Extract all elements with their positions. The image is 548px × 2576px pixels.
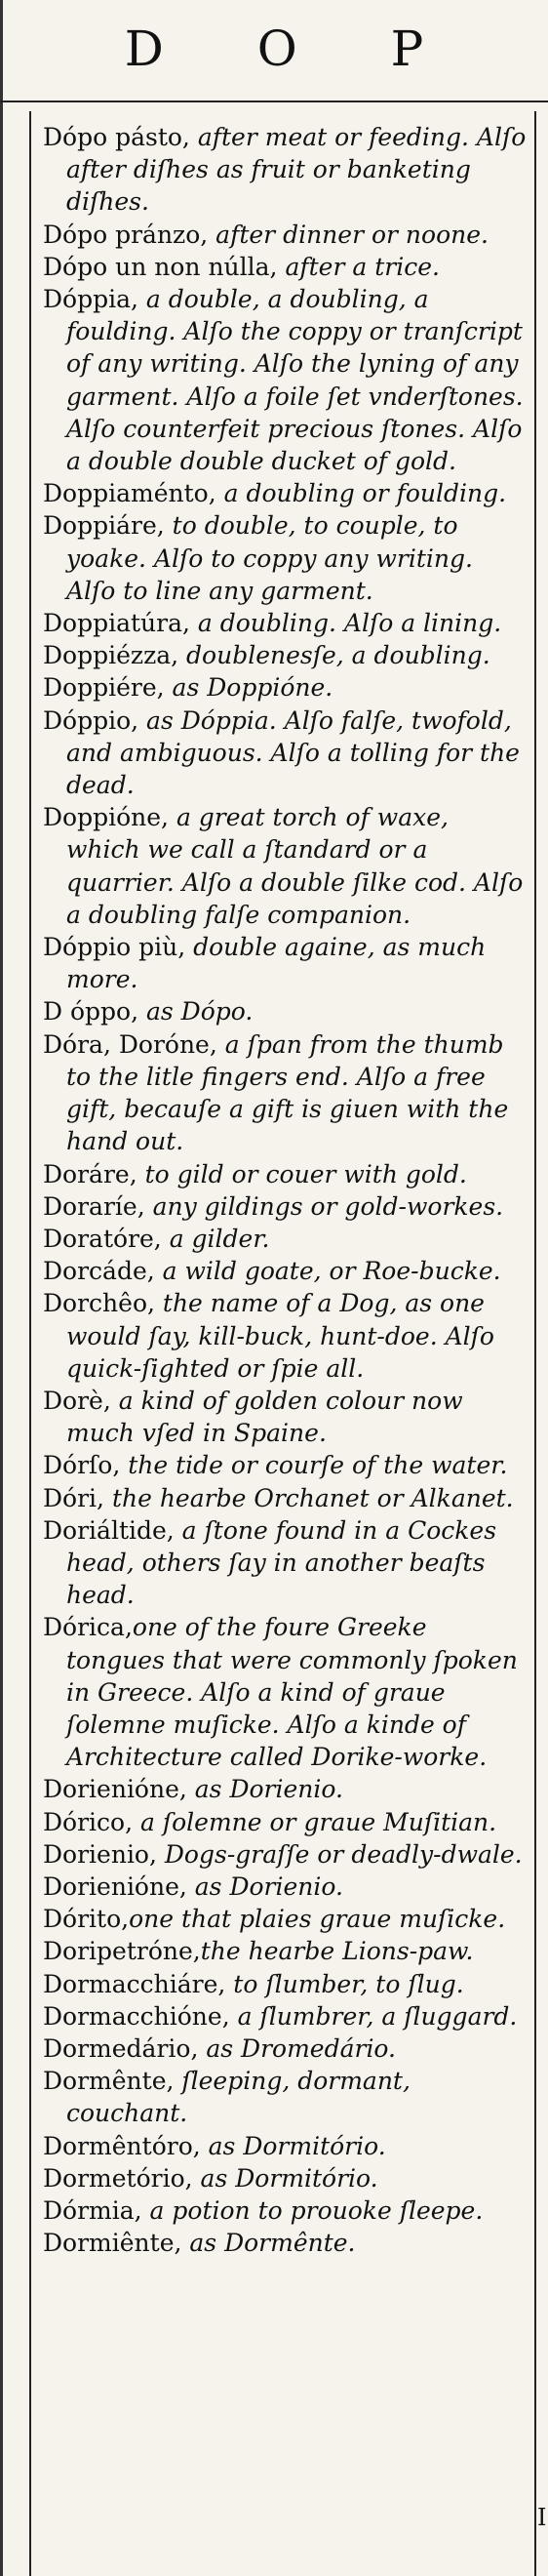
entry-definition: a ſlumbrer, a ſluggard. — [229, 2001, 518, 2031]
entry-headword: Doraríe, — [43, 1191, 145, 1221]
adjacent-column-fragment: I — [537, 2504, 547, 2531]
entry-headword: Dorienióne, — [43, 1872, 187, 1901]
entry-definition: one that plaies graue muſicke. — [129, 1905, 506, 1934]
entry-headword: Dóppio, — [43, 705, 139, 735]
dictionary-entry — [43, 1968, 527, 2000]
entry-definition: as Dormênte. — [181, 2229, 356, 2258]
column-left-rule — [29, 111, 31, 2576]
entry-definition: a great torch of waxe, which we call a ſtandard or a quarrier. Alſo a double ſilke cod. Alſo a doubling falſe companion. — [66, 803, 524, 929]
entry-definition: a gilder. — [161, 1224, 270, 1253]
entry-definition: to ſlumber, to ſlug. — [225, 1969, 464, 1998]
entry-headword: Dorienio, — [43, 1839, 157, 1869]
entry-headword: Dópo un non núlla, — [43, 252, 278, 281]
dictionary-entry — [43, 1871, 527, 1903]
entry-definition: to gild or couer with gold. — [137, 1159, 467, 1188]
dictionary-entry — [43, 931, 527, 995]
entry-definition: ſleeping, dormant, couchant. — [66, 2067, 411, 2128]
entry-headword: Doripetróne, — [43, 1937, 201, 1966]
entry-headword: Doppióne, — [43, 803, 169, 832]
entry-headword: Doriáltide, — [43, 1515, 175, 1545]
entry-definition: as Dormitório. — [200, 2131, 386, 2160]
entry-headword: Doráre, — [43, 1159, 137, 1188]
dictionary-entry — [43, 2194, 527, 2227]
dictionary-entry — [43, 2000, 527, 2033]
entry-definition: a ſpan from the thumb to the litle fingers end. Alſo a free gift, becauſe a gift is giuen with the hand out. — [66, 1029, 509, 1156]
entry-definition: one of the foure Greeke tongues that were commonly ſpoken in Greece. Alſo a kind of graue ſolemne muſicke. Alſo a kinde of Architecture called Dorike-worke. — [66, 1613, 518, 1772]
entry-definition: any gildings or gold-workes. — [144, 1191, 504, 1221]
entry-headword: Doratóre, — [43, 1224, 162, 1253]
entry-headword: Dórmia, — [43, 2196, 142, 2225]
entry-headword: Dórico, — [43, 1807, 134, 1836]
entry-headword: Dormacchióne, — [43, 2001, 230, 2031]
entry-definition: a doubling or foulding. — [215, 479, 507, 508]
dictionary-entry — [43, 477, 527, 509]
page-header — [0, 0, 548, 113]
entry-headword: Dorcáde, — [43, 1257, 155, 1286]
dictionary-entry — [43, 2227, 527, 2259]
dictionary-entry-list — [43, 121, 527, 2259]
entry-headword: Dópo pásto, — [43, 123, 190, 151]
dictionary-entry — [43, 1385, 527, 1449]
dictionary-entry — [43, 1028, 527, 1158]
dictionary-entry — [43, 704, 527, 802]
entry-headword: Dormiênte, — [43, 2229, 182, 2258]
entry-definition: a potion to prouoke ſleepe. — [141, 2196, 484, 2225]
entry-definition: Dogs-graſſe or deadly-dwale. — [156, 1839, 523, 1869]
dictionary-entry — [43, 1449, 527, 1481]
entry-headword: D óppo, — [43, 997, 139, 1026]
entry-headword: Dóppia, — [43, 285, 138, 314]
entry-definition: a kind of golden colour now much vſed in Spaine. — [66, 1386, 463, 1448]
dictionary-entry — [43, 1158, 527, 1190]
entry-headword: Dóra, Doróne, — [43, 1029, 217, 1059]
entry-definition: after meat or feeding. Alſo after diſhes as fruit or banketing diſhes. — [66, 123, 527, 217]
entry-definition: to double, to couple, to yoake. Alſo to coppy any writing. Alſo to line any garment. — [66, 511, 473, 605]
dictionary-entry — [43, 1287, 527, 1385]
entry-definition: a doubling. Alſo a lining. — [189, 609, 502, 638]
dictionary-entry — [43, 671, 527, 704]
entry-definition: as Dromedário. — [198, 2033, 396, 2063]
entry-headword: Dorè, — [43, 1386, 111, 1415]
entry-headword: Dormedário, — [43, 2033, 199, 2063]
entry-definition: doublenesſe, a doubling. — [178, 641, 490, 670]
dictionary-entry — [43, 607, 527, 639]
dictionary-entry — [43, 1773, 527, 1805]
entry-definition: a wild goate, or Roe-bucke. — [154, 1257, 501, 1286]
entry-definition: the hearbe Orchanet or Alkanet. — [104, 1483, 514, 1512]
dictionary-entry — [43, 283, 527, 477]
entry-headword: Doppiére, — [43, 673, 165, 703]
entry-definition: the hearbe Lions-paw. — [200, 1937, 474, 1966]
entry-definition: as Doppióne. — [164, 673, 333, 703]
entry-headword: Doppiatúra, — [43, 609, 190, 638]
entry-definition: as Dópo. — [138, 997, 254, 1026]
entry-headword: Dormêntóro, — [43, 2131, 201, 2160]
entry-headword: Dormacchiáre, — [43, 1969, 226, 1998]
dictionary-entry — [43, 2033, 527, 2065]
entry-headword: Dópo pránzo, — [43, 220, 209, 249]
dictionary-entry — [43, 639, 527, 671]
entry-definition: a ſolemne or graue Muſitian. — [133, 1807, 497, 1836]
entry-definition: as Dormitório. — [192, 2163, 378, 2193]
column-right-rule — [534, 111, 536, 2576]
entry-headword: Dóri, — [43, 1483, 104, 1512]
dictionary-entry — [43, 1838, 527, 1871]
dictionary-entry — [43, 121, 527, 219]
dictionary-entry — [43, 509, 527, 607]
entry-headword: Doppiézza, — [43, 641, 179, 670]
dictionary-entry — [43, 1935, 527, 1967]
entry-headword: Dóppio più, — [43, 933, 186, 962]
dictionary-entry — [43, 1482, 527, 1514]
entry-definition: a ſtone found in a Cockes head, others ſay in another beaſts head. — [66, 1515, 497, 1610]
entry-headword: Doppiáre, — [43, 511, 165, 541]
entry-headword: Dórito, — [43, 1905, 130, 1934]
entry-definition: after a trice. — [277, 252, 440, 281]
entry-headword: Dormetório, — [43, 2163, 193, 2193]
entry-definition: a double, a doubling, a foulding. Alſo the coppy or tranſcript of any writing. Alſo the lyning of any garment. Alſo a foile ſet vnderſtones. Alſo counterfeit precious ſtones. Alſo a double double ducket of gold. — [66, 285, 524, 476]
entry-definition: double againe, as much more. — [66, 933, 487, 994]
dictionary-entry — [43, 1611, 527, 1773]
dictionary-entry — [43, 2162, 527, 2194]
page-left-edge — [0, 0, 3, 2576]
entry-headword: Dorchêo, — [43, 1289, 155, 1318]
entry-definition: the name of a Dog, as one would ſay, kill-buck, hunt-doe. Alſo quick-ſighted or ſpie all. — [66, 1289, 494, 1383]
dictionary-entry — [43, 2130, 527, 2162]
entry-headword: Dórica, — [43, 1613, 133, 1642]
dictionary-entry — [43, 1255, 527, 1287]
entry-definition: as Dorienio. — [186, 1872, 343, 1901]
entry-headword: Dórſo, — [43, 1451, 121, 1480]
dictionary-entry — [43, 1190, 527, 1223]
entry-headword: Doppiaménto, — [43, 479, 216, 508]
dictionary-entry — [43, 801, 527, 931]
dictionary-entry — [43, 995, 527, 1027]
running-head: D O P — [124, 20, 463, 77]
entry-definition: after dinner or noone. — [208, 220, 489, 249]
entry-headword: Dormênte, — [43, 2067, 175, 2096]
dictionary-entry — [43, 1514, 527, 1612]
entry-definition: as Dóppia. Alſo falſe, twofold, and ambiguous. Alſo a tolling for the dead. — [66, 705, 520, 800]
dictionary-entry — [43, 2065, 527, 2129]
entry-definition: the tide or courſe of the water. — [120, 1451, 508, 1480]
dictionary-entry — [43, 251, 527, 283]
entry-headword: Dorienióne, — [43, 1775, 187, 1804]
entry-definition: as Dorienio. — [186, 1775, 343, 1804]
dictionary-entry — [43, 219, 527, 251]
header-rule — [0, 101, 548, 102]
dictionary-entry — [43, 1223, 527, 1255]
dictionary-entry — [43, 1806, 527, 1838]
dictionary-entry — [43, 1903, 527, 1935]
